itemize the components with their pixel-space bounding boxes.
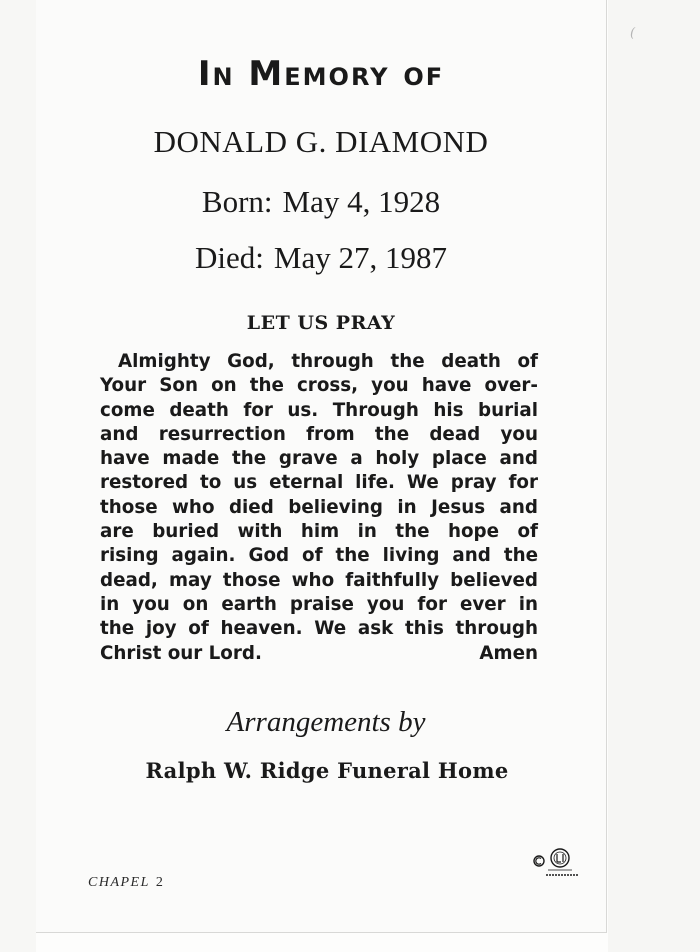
prayer-line: are buried with him in the hope of bbox=[100, 521, 538, 543]
born-label: Born: bbox=[201, 184, 273, 219]
chapel-mark bbox=[88, 875, 164, 891]
prayer-last-line bbox=[100, 642, 538, 666]
died-line bbox=[36, 240, 606, 276]
amen-text: Amen bbox=[479, 642, 538, 664]
prayer-line: those who died believing in Jesus and bbox=[100, 496, 538, 518]
scan-right-margin bbox=[608, 0, 700, 952]
prayer-text bbox=[100, 350, 538, 666]
funeral-home-name: Ralph W. Ridge Funeral Home bbox=[145, 758, 509, 783]
prayer-line: restored to us eternal life. We pray for bbox=[100, 472, 538, 494]
deceased-name: DONALD G. DIAMOND bbox=[153, 124, 489, 159]
prayer-heading: LET US PRAY bbox=[246, 312, 396, 334]
born-line bbox=[36, 184, 606, 220]
prayer-line: the joy of heaven. We ask this through bbox=[100, 618, 538, 640]
prayer-line: Your Son on the cross, you have over- bbox=[100, 375, 538, 397]
prayer-line: have made the grave a holy place and bbox=[100, 448, 538, 470]
stray-pencil-mark: ( bbox=[630, 26, 636, 41]
prayer-line: and resurrection from the dead you bbox=[100, 423, 538, 445]
prayer-line: in you on earth praise you for ever in bbox=[100, 593, 538, 615]
scan-left-edge bbox=[0, 0, 36, 952]
arrangements-heading: Arrangements by bbox=[226, 706, 426, 738]
printer-seal-icon bbox=[528, 846, 586, 882]
prayer-line: rising again. God of the living and the bbox=[100, 545, 538, 567]
chapel-label: CHAPEL bbox=[88, 875, 150, 890]
died-date: May 27, 1987 bbox=[273, 240, 447, 275]
prayer-line: dead, may those who faithfully believed bbox=[100, 569, 538, 591]
born-date: May 4, 1928 bbox=[282, 184, 441, 219]
prayer-line: Almighty God, through the death of bbox=[118, 351, 538, 372]
prayer-line: Christ our Lord. bbox=[100, 642, 262, 664]
prayer-line: come death for us. Through his burial bbox=[100, 399, 538, 421]
chapel-number: 2 bbox=[155, 875, 165, 890]
died-label: Died: bbox=[195, 240, 264, 275]
card-title: In Memory of bbox=[197, 54, 445, 94]
